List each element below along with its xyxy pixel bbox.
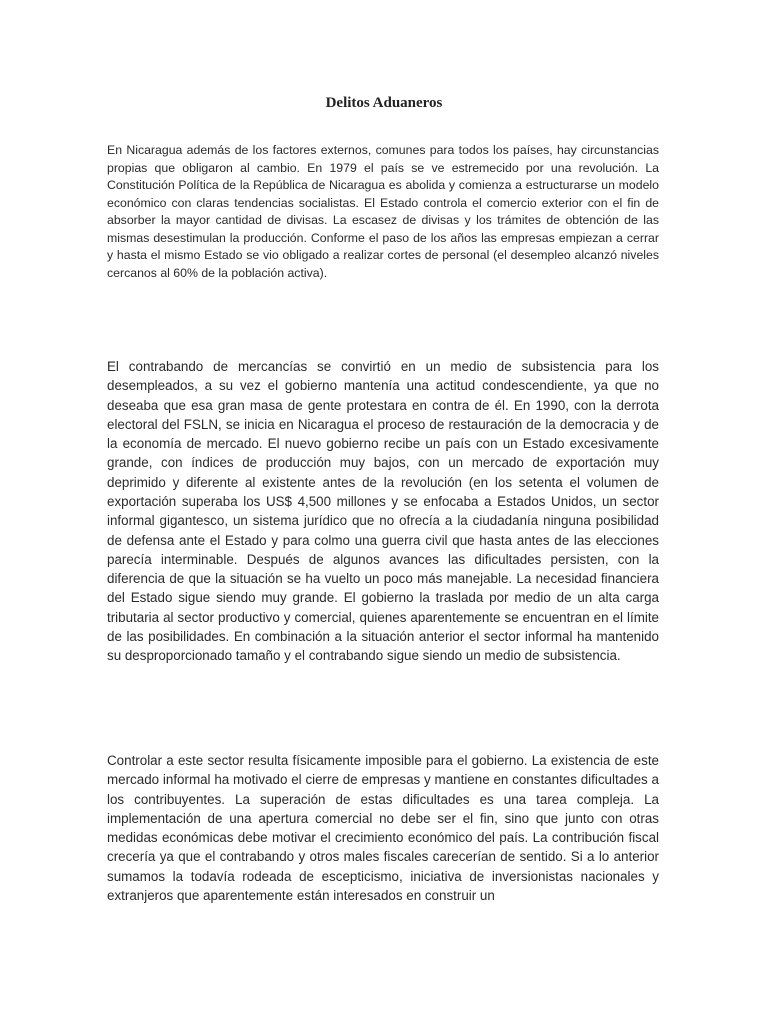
paragraph-1: En Nicaragua además de los factores externos, comunes para todos los países, hay circunstancias propias que obligaron al cambio. En 1979 el país se ve estremecido por una revolución. La Constitución Política de la República de Nicaragua es abolida y comienza a estructurarse un modelo económico con claras tendencias socialistas. El Estado controla el comercio exterior con el fin de absorber la mayor cantidad de divisas. La escasez de divisas y los trámites de obtención de las mismas desestimulan la producción. Conforme el paso de los años las empresas empiezan a cerrar y hasta el mismo Estado se vio obligado a realizar cortes de personal (el desempleo alcanzó niveles cercanos al 60% de la población activa). (107, 143, 659, 280)
document-title: Delitos Aduaneros (325, 95, 443, 111)
paragraph-3: Controlar a este sector resulta físicamente imposible para el gobierno. La existencia de este mercado informal ha motivado el cierre de empresas y mantiene en constantes dificultades a los contribuyentes. La superación de estas dificultades es una tarea compleja. La implementación de una apertura comercial no debe ser el fin, sino que junto con otras medidas económicas debe motivar el crecimiento económico del país. La contribución fiscal crecería ya que el contrabando y otros males fiscales carecerían de sentido. Si a lo anterior sumamos la todavía rodeada de escepticismo, iniciativa de inversionistas nacionales y extranjeros que aparentemente están interesados en construir un (107, 753, 659, 904)
paragraph-2: El contrabando de mercancías se convirtió en un medio de subsistencia para los desempleados, a su vez el gobierno mantenía una actitud condescendiente, ya que no deseaba que esa gran masa de gente protestara en contra de él. En 1990, con la derrota electoral del FSLN, se inicia en Nicaragua el proceso de restauración de la democracia y de la economía de mercado. El nuevo gobierno recibe un país con un Estado excesivamente grande, con índices de producción muy bajos, con un mercado de exportación muy deprimido y diferente al existente antes de la revolución (en los setenta el volumen de exportación superaba los US$ 4,500 millones y se enfocaba a Estados Unidos, un sector informal gigantesco, un sistema jurídico que no ofrecía a la ciudadanía ninguna posibilidad de defensa ante el Estado y para colmo una guerra civil que hasta antes de las elecciones parecía interminable. Después de algunos avances las dificultades persisten, con la diferencia de que la situación se ha vuelto un poco más manejable. La necesidad financiera del Estado sigue siendo muy grande. El gobierno la traslada por medio de un alta carga tributaria al sector productivo y comercial, quienes aparentemente se encuentran en el límite de las posibilidades. En combinación a la situación anterior el sector informal ha mantenido su desproporcionado tamaño y el contrabando sigue siendo un medio de subsistencia. (107, 359, 659, 664)
